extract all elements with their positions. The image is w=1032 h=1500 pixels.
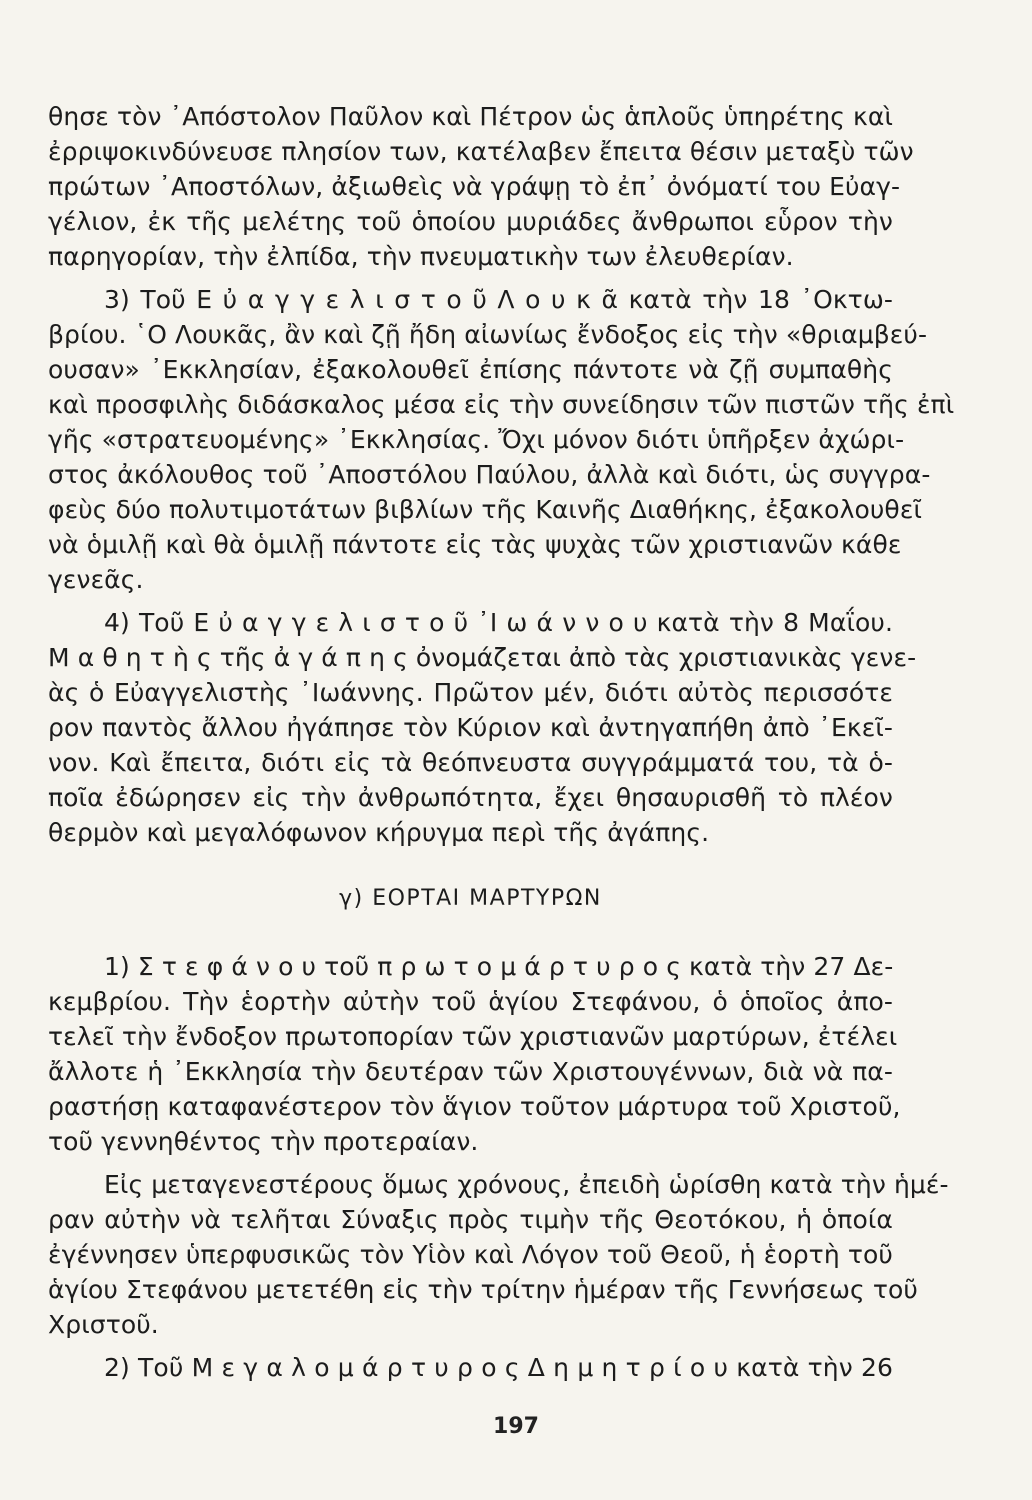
text-line: γενεᾶς.: [48, 565, 144, 594]
text-line: Χριστοῦ.: [48, 1310, 159, 1339]
text-line: φεὺς δύο πολυτιμοτάτων βιβλίων τῆς Καινῆς Διαθήκης, ἐξακολουθεῖ: [48, 495, 922, 524]
text-line: θερμὸν καὶ μεγαλόφωνον κήρυγμα περὶ τῆς ἀγάπης.: [48, 818, 710, 847]
text-line: γέλιον, ἐκ τῆς μελέτης τοῦ ὁποίου μυριάδες ἄνθρωποι εὗρον τὴν: [48, 207, 893, 236]
text-line: ρον παντὸς ἄλλου ἠγάπησε τὸν Κύριον καὶ ἀντηγαπήθη ἀπὸ ᾿Εκεῖ-: [48, 713, 893, 742]
text-line: ὰς ὁ Εὐαγγελιστὴς ᾿Ιωάννης. Πρῶτον μέν, διότι αὐτὸς περισσότε: [48, 678, 893, 707]
text-line: ραν αὐτὴν νὰ τελῆται Σύναξις πρὸς τιμὴν τῆς Θεοτόκου, ἡ ὁποία: [48, 1205, 893, 1234]
section-3-heading-line: 3) Τοῦ Ε ὐ α γ γ ε λ ι σ τ ο ῦ Λ ο υ κ ᾶ κατὰ τὴν 18 ᾿Οκτω-: [104, 285, 893, 314]
section-heading-martyrs: γ) ΕΟΡΤΑΙ ΜΑΡΤΥΡΩΝ: [339, 886, 602, 911]
text-line: στος ἀκόλουθος τοῦ ᾿Αποστόλου Παύλου, ἀλλὰ καὶ διότι, ὡς συγγρα-: [48, 460, 931, 489]
text-line: ἐρριψοκινδύνευσε πλησίον των, κατέλαβεν ἔπειτα θέσιν μεταξὺ τῶν: [48, 137, 914, 166]
subsection-2-heading-line: 2) Τοῦ Μ ε γ α λ ο μ ά ρ τ υ ρ ο ς Δ η μ η τ ρ ί ο υ κατὰ τὴν 26: [104, 1353, 893, 1382]
text-line: παρηγορίαν, τὴν ἐλπίδα, τὴν πνευματικὴν των ἐλευθερίαν.: [48, 242, 794, 271]
text-line: νον. Καὶ ἔπειτα, διότι εἰς τὰ θεόπνευστα συγγράμματά του, τὰ ὁ-: [48, 748, 893, 777]
text-line: ἐγέννησεν ὑπερφυσικῶς τὸν Υἱὸν καὶ Λόγον τοῦ Θεοῦ, ἡ ἑορτὴ τοῦ: [48, 1240, 893, 1269]
text-line: ἄλλοτε ἡ ᾿Εκκλησία τὴν δευτέραν τῶν Χριστουγέννων, διὰ νὰ πα-: [48, 1057, 893, 1086]
text-line: πρώτων ᾿Αποστόλων, ἀξιωθεὶς νὰ γράψῃ τὸ ἐπ᾿ ὀνόματί του Εὐαγ-: [48, 172, 901, 201]
text-line: ποῖα ἐδώρησεν εἰς τὴν ἀνθρωπότητα, ἔχει θησαυρισθῆ τὸ πλέον: [48, 783, 893, 812]
text-line: ραστήσῃ καταφανέστερον τὸν ἅγιον τοῦτον μάρτυρα τοῦ Χριστοῦ,: [48, 1092, 901, 1121]
text-line: θησε τὸν ᾿Απόστολον Παῦλον καὶ Πέτρον ὡς ἁπλοῦς ὑπηρέτης καὶ: [48, 102, 893, 131]
text-line: νὰ ὁμιλῇ καὶ θὰ ὁμιλῇ πάντοτε εἰς τὰς ψυχὰς τῶν χριστιανῶν κάθε: [48, 530, 902, 559]
subsection-1-heading-line: 1) Σ τ ε φ ά ν ο υ τοῦ π ρ ω τ ο μ ά ρ τ υ ρ ο ς κατὰ τὴν 27 Δε-: [104, 952, 894, 981]
text-line: τελεῖ τὴν ἔνδοξον πρωτοπορίαν τῶν χριστιανῶν μαρτύρων, ἐτέλει: [48, 1022, 898, 1051]
text-line: τοῦ γεννηθέντος τὴν προτεραίαν.: [48, 1127, 479, 1156]
page-number: 197: [493, 1414, 539, 1439]
paragraph-start-line: Εἰς μεταγενεστέρους ὅμως χρόνους, ἐπειδὴ ὡρίσθη κατὰ τὴν ἡμέ-: [104, 1170, 949, 1199]
text-line: γῆς «στρατευομένης» ᾿Εκκλησίας. Ὄχι μόνον διότι ὑπῆρξεν ἀχώρι-: [48, 425, 905, 454]
text-line: καὶ προσφιλὴς διδάσκαλος μέσα εἰς τὴν συνείδησιν τῶν πιστῶν τῆς ἐπὶ: [48, 390, 955, 419]
text-line: κεμβρίου. Τὴν ἑορτὴν αὐτὴν τοῦ ἁγίου Στεφάνου, ὁ ὁποῖος ἀπο-: [48, 987, 893, 1016]
text-line: ουσαν» ᾿Εκκλησίαν, ἐξακολουθεῖ ἐπίσης πάντοτε νὰ ζῇ συμπαθὴς: [48, 355, 893, 384]
section-4-heading-line: 4) Τοῦ Ε ὐ α γ γ ε λ ι σ τ ο ῦ ᾿Ι ω ά ν ν ο υ κατὰ τὴν 8 Μαΐου.: [104, 608, 893, 637]
text-line: ἁγίου Στεφάνου μετετέθη εἰς τὴν τρίτην ἡμέραν τῆς Γεννήσεως τοῦ: [48, 1275, 918, 1304]
text-line: Μ α θ η τ ὴ ς τῆς ἀ γ ά π η ς ὀνομάζεται ἀπὸ τὰς χριστιανικὰς γενε-: [48, 643, 917, 672]
text-line: βρίου. ῾Ο Λουκᾶς, ἂν καὶ ζῇ ἤδη αἰωνίως ἔνδοξος εἰς τὴν «θριαμβεύ-: [48, 320, 928, 349]
